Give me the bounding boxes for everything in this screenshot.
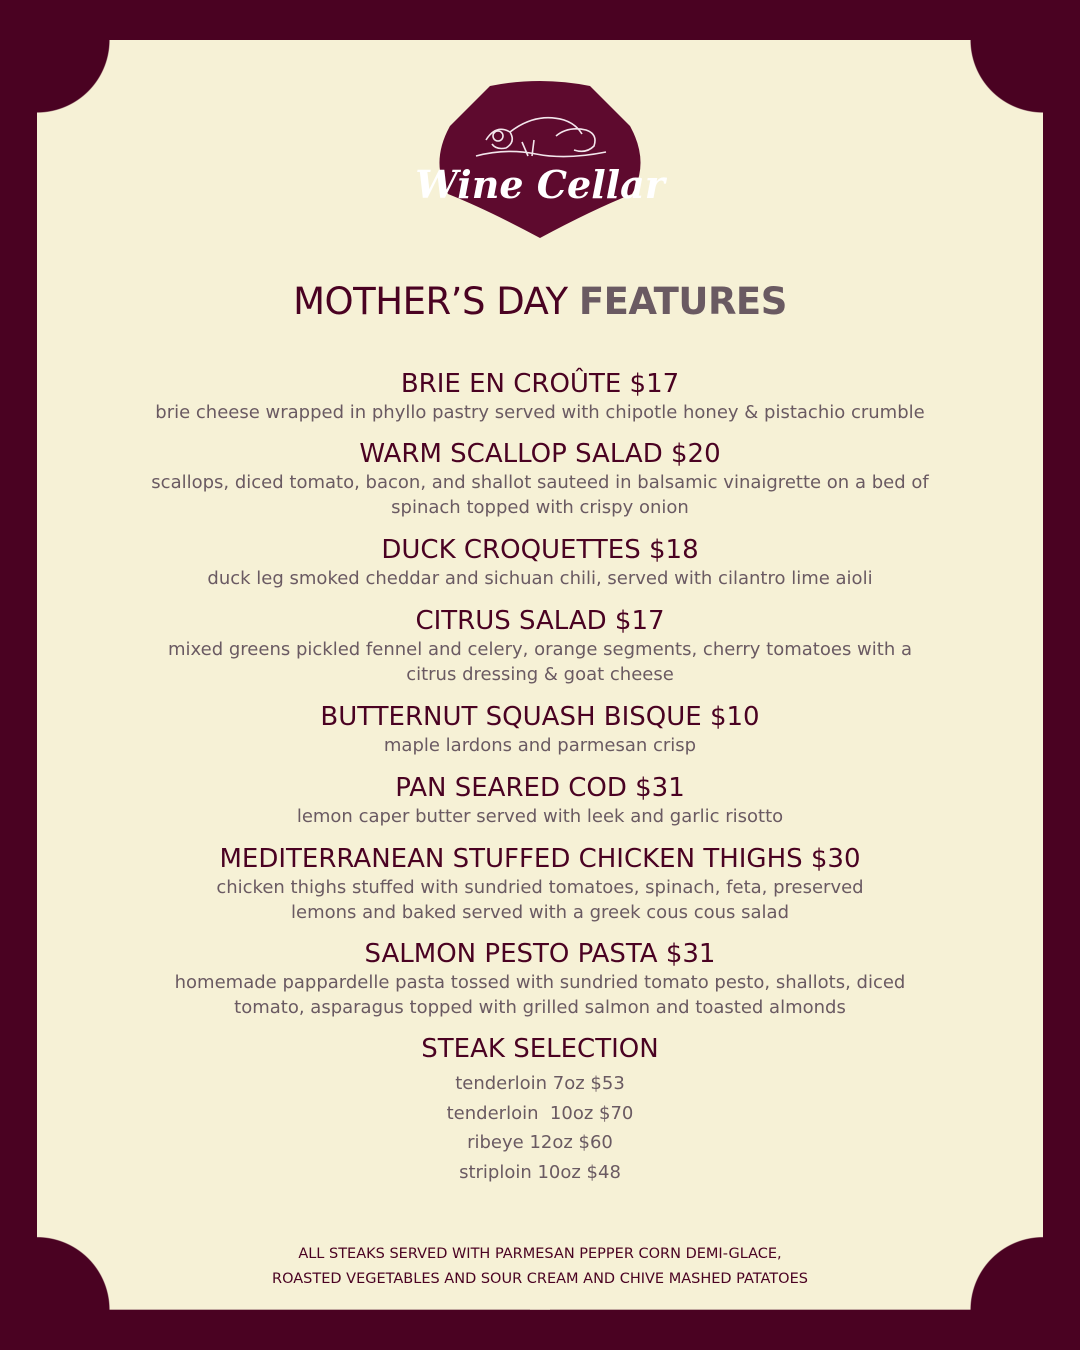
menu-item-desc: spinach topped with crispy onion [391, 497, 689, 518]
menu-item-name: PAN SEARED COD $31 [395, 773, 685, 803]
menu-item-name: BUTTERNUT SQUASH BISQUE $10 [320, 702, 760, 732]
menu-item-name: DUCK CROQUETTES $18 [381, 535, 699, 565]
steak-option: tenderloin 10oz $70 [446, 1102, 634, 1124]
wine-cellar-logo [415, 82, 665, 240]
footer-line: ALL STEAKS SERVED WITH PARMESAN PEPPER CORN DEMI-GLACE, [298, 1246, 782, 1262]
menu-item-desc: chicken thighs stuffed with sundried tomatoes, spinach, feta, preserved [216, 877, 864, 898]
menu-item-desc: citrus dressing & goat cheese [406, 664, 674, 685]
menu-item-desc: homemade pappardelle pasta tossed with sundried tomato pesto, shallots, diced [174, 972, 906, 993]
menu-item-desc: tomato, asparagus topped with grilled salmon and toasted almonds [234, 997, 846, 1018]
menu-item-desc: brie cheese wrapped in phyllo pastry served with chipotle honey & pistachio crumble [155, 402, 925, 423]
menu-item-desc: lemons and baked served with a greek cous cous salad [291, 902, 789, 923]
menu-item-desc: mixed greens pickled fennel and celery, orange segments, cherry tomatoes with a [168, 639, 912, 660]
steak-options [90, 1069, 990, 1187]
steak-selection-title: STEAK SELECTION [421, 1034, 659, 1064]
menu-item [90, 534, 990, 591]
menu-item [90, 701, 990, 758]
menu-item-desc: lemon caper butter served with leek and garlic risotto [296, 806, 784, 827]
menu-item-name: CITRUS SALAD $17 [415, 606, 665, 636]
menu-item [90, 368, 990, 425]
menu-item [90, 843, 990, 925]
menu-item-desc: scallops, diced tomato, bacon, and shallot sauteed in balsamic vinaigrette on a bed of [151, 472, 929, 493]
logo-shield [439, 81, 640, 238]
title-bold: FEATURES [578, 280, 787, 323]
steak-option: striploin 10oz $48 [459, 1161, 621, 1183]
footer-line: ROASTED VEGETABLES AND SOUR CREAM AND CHIVE MASHED PATATOES [272, 1271, 808, 1287]
steak-option: ribeye 12oz $60 [467, 1132, 613, 1153]
menu-item-name: BRIE EN CROÛTE $17 [400, 369, 680, 399]
steak-option: tenderloin 7oz $53 [455, 1073, 625, 1094]
menu-item [90, 438, 990, 520]
menu-item [90, 938, 990, 1020]
menu-item-name: MEDITERRANEAN STUFFED CHICKEN THIGHS $30 [219, 844, 861, 874]
steak-selection [90, 1033, 990, 1187]
menu-item [90, 772, 990, 829]
menu-item-name: WARM SCALLOP SALAD $20 [359, 439, 721, 469]
menu-item-name: SALMON PESTO PASTA $31 [364, 939, 716, 969]
footer-note [0, 1242, 1080, 1292]
logo-text: Wine Cellar [415, 162, 665, 207]
title-prefix: MOTHER’S DAY [293, 280, 568, 323]
menu-item [90, 605, 990, 687]
menu-item-desc: maple lardons and parmesan crisp [383, 735, 697, 756]
page-title [0, 280, 1080, 324]
menu-item-desc: duck leg smoked cheddar and sichuan chili, served with cilantro lime aioli [207, 568, 873, 589]
